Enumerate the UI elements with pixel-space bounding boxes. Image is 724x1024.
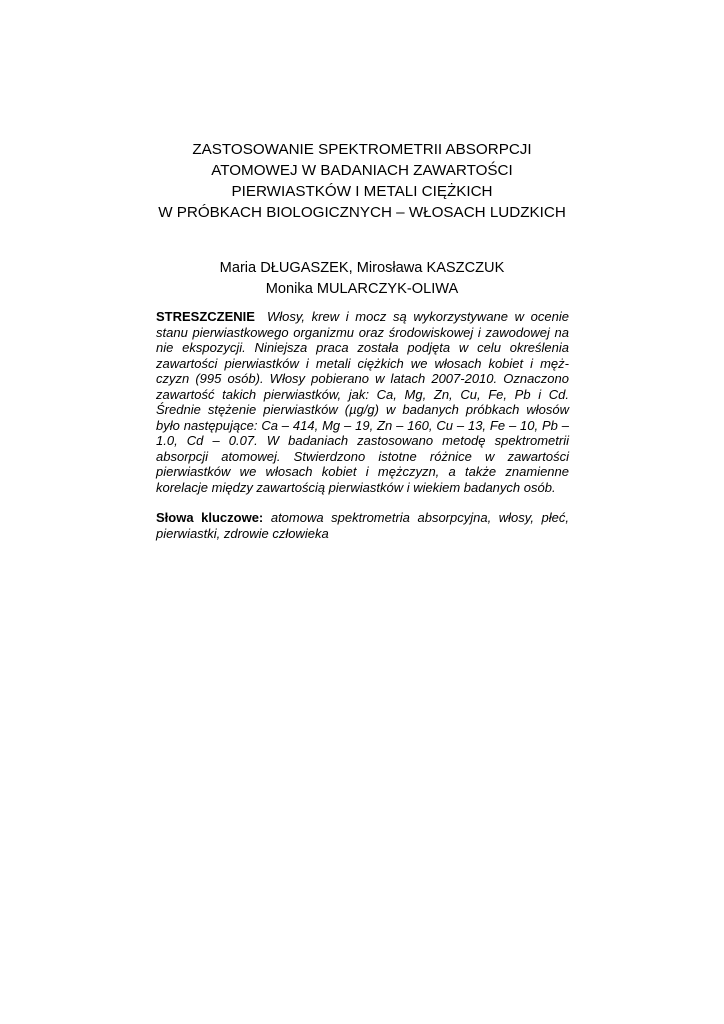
title-line: ATOMOWEJ W BADANIACH ZAWARTOŚCI [211, 162, 513, 179]
abstract-label: STRESZCZENIE [156, 309, 255, 324]
abstract [156, 309, 569, 495]
abstract-text: Włosy, krew i mocz są wykorzystywane w ocenie stanu pierwiastkowego organizmu oraz środowiskowej i zawodowej na nie ekspozycji. Niniejsza praca została podjęta w celu określenia zawartości pierwiastków i metali ciężkich we włosach kobiet i męż-czyzn (995 osób). Włosy pobierano w latach 2007-2010. Oznaczono zawartość takich pierwiastków, jak: Ca, Mg, Zn, Cu, Fe, Pb i Cd. Średnie stężenie pierwiastków (µg/g) w badanych próbkach włosów było następujące: Ca – 414, Mg – 19, Zn – 160, Cu – 13, Fe – 10, Pb – 1.0, Cd – 0.07. W badaniach zastosowano metodę spektrometrii absorpcji atomowej. Stwierdzono istotne różnice w zawartości pierwiastków we włosach kobiet i mężczyzn, a także znamienne korelacje między zawartością pierwiastków i wiekiem badanych osób. [156, 309, 569, 495]
title-line: ZASTOSOWANIE SPEKTROMETRII ABSORPCJI [192, 141, 532, 158]
title-line: W PRÓBKACH BIOLOGICZNYCH – WŁOSACH LUDZKICH [158, 204, 566, 221]
authors-line: Monika MULARCZYK-OLIWA [265, 281, 459, 297]
paper-title [110, 139, 614, 223]
authors [110, 258, 614, 300]
keywords-label: Słowa kluczowe: [156, 510, 264, 525]
authors-line: Maria DŁUGASZEK, Mirosława KASZCZUK [219, 260, 505, 276]
keywords [156, 510, 569, 541]
keywords-text: atomowa spektrometria absorpcyjna, włosy, płeć, pierwiastki, zdrowie człowieka [156, 510, 569, 541]
title-line: PIERWIASTKÓW I METALI CIĘŻKICH [231, 183, 493, 200]
